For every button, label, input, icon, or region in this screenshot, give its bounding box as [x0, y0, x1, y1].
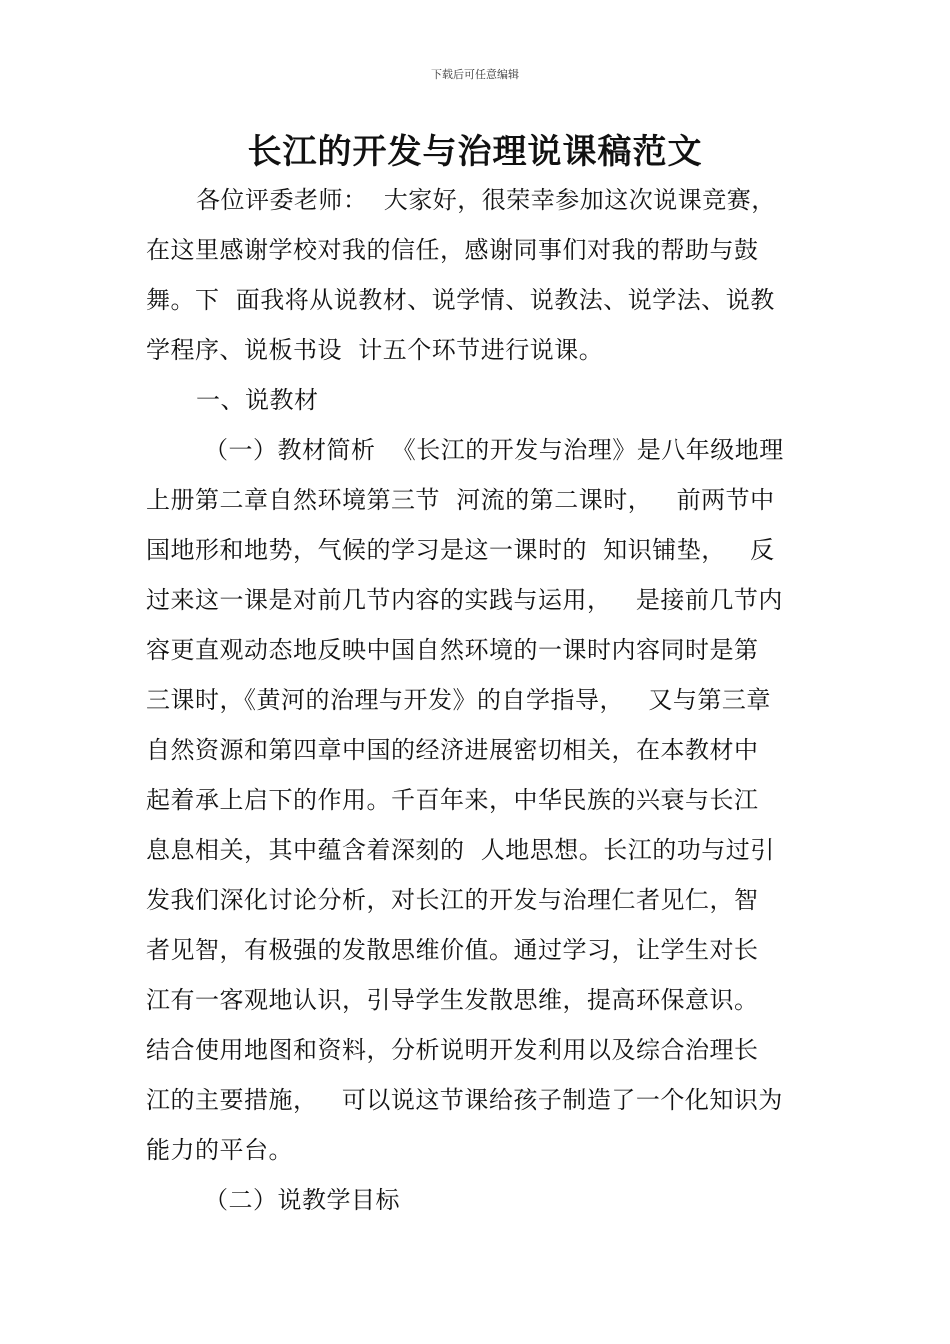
paragraph-line: 结合使用地图和资料，分析说明开发利用以及综合治理长	[146, 1036, 759, 1064]
paragraph-line: 容更直观动态地反映中国自然环境的一课时内容同时是第	[146, 636, 759, 664]
paragraph-line: （一）教材简析 《长江的开发与治理》是八年级地理	[204, 436, 784, 464]
header-note: 下载后可任意编辑	[431, 68, 519, 81]
paragraph-line: 舞。下 面我将从说教材、说学情、说教法、说学法、说教	[146, 286, 775, 314]
paragraph-line: 上册第二章自然环境第三节 河流的第二课时， 前两节中	[146, 486, 775, 514]
paragraph-line: 国地形和地势，气候的学习是这一课时的 知识铺垫， 反	[146, 536, 775, 564]
paragraph-line: 起着承上启下的作用。千百年来，中华民族的兴衰与长江	[146, 786, 759, 814]
paragraph-line: 者见智，有极强的发散思维价值。通过学习，让学生对长	[146, 936, 759, 964]
paragraph-line: 学程序、说板书设 计五个环节进行说课。	[146, 336, 604, 364]
paragraph-line: 过来这一课是对前几节内容的实践与运用， 是接前几节内	[146, 586, 783, 614]
paragraph-line: 自然资源和第四章中国的经济进展密切相关，在本教材中	[146, 736, 759, 764]
paragraph-line: 息息相关，其中蕴含着深刻的 人地思想。长江的功与过引	[146, 836, 775, 864]
section-heading: （二）说教学目标	[204, 1186, 400, 1214]
paragraph-line: 江有一客观地认识，引导学生发散思维，提高环保意识。	[146, 986, 759, 1014]
paragraph-line: 能力的平台。	[146, 1136, 293, 1164]
paragraph-line: 各位评委老师： 大家好，很荣幸参加这次说课竞赛，	[196, 186, 776, 214]
paragraph-line: 江的主要措施， 可以说这节课给孩子制造了一个化知识为	[146, 1086, 783, 1114]
paragraph-line: 在这里感谢学校对我的信任，感谢同事们对我的帮助与鼓	[146, 236, 759, 264]
paragraph-line: 三课时，《黄河的治理与开发》的自学指导， 又与第三章	[146, 686, 771, 714]
page-title: 长江的开发与治理说课稿范文	[247, 132, 703, 172]
section-heading: 一、说教材	[196, 386, 319, 414]
paragraph-line: 发我们深化讨论分析，对长江的开发与治理仁者见仁，智	[146, 886, 759, 914]
